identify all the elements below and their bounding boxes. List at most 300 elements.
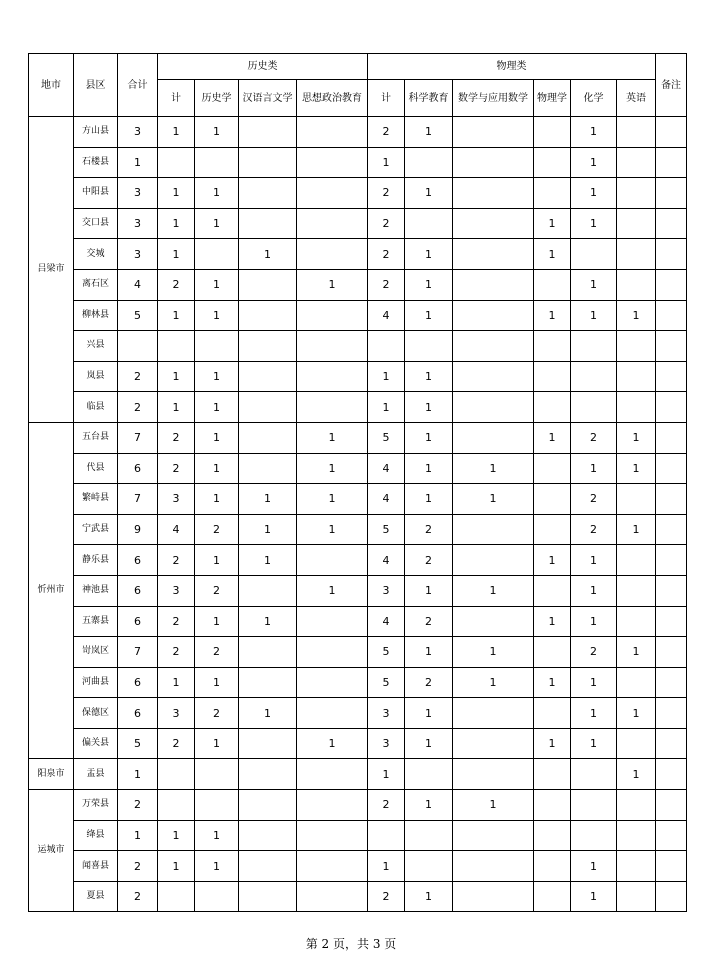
count-cell: 1 <box>158 667 195 698</box>
count-cell: 3 <box>368 575 405 606</box>
city-cell: 运城市 <box>29 790 74 912</box>
count-cell: 1 <box>158 361 195 392</box>
count-cell <box>297 606 368 637</box>
count-cell <box>118 331 158 362</box>
count-cell <box>239 117 297 148</box>
count-cell: 4 <box>368 606 405 637</box>
remarks-cell <box>656 514 687 545</box>
count-cell <box>453 300 534 331</box>
table-row <box>29 269 687 300</box>
count-cell: 1 <box>405 422 453 453</box>
count-cell: 1 <box>195 851 239 882</box>
count-cell <box>453 331 534 362</box>
count-cell <box>297 667 368 698</box>
count-cell <box>453 820 534 851</box>
remarks-cell <box>656 637 687 668</box>
count-cell <box>453 392 534 423</box>
count-cell <box>453 759 534 790</box>
count-cell <box>158 331 195 362</box>
table-row <box>29 790 687 821</box>
count-cell <box>617 361 656 392</box>
count-cell <box>405 820 453 851</box>
table-row <box>29 239 687 270</box>
city-cell: 阳泉市 <box>29 759 74 790</box>
county-cell: 神池县 <box>74 575 118 606</box>
remarks-cell <box>656 728 687 759</box>
county-cell: 临县 <box>74 392 118 423</box>
count-cell: 1 <box>297 514 368 545</box>
count-cell: 2 <box>405 606 453 637</box>
count-cell: 1 <box>297 484 368 515</box>
count-cell: 1 <box>534 667 571 698</box>
county-cell: 中阳县 <box>74 178 118 209</box>
count-cell: 1 <box>571 117 617 148</box>
county-cell: 盂县 <box>74 759 118 790</box>
table-row <box>29 208 687 239</box>
county-cell: 万荣县 <box>74 790 118 821</box>
table-row <box>29 545 687 576</box>
count-cell <box>534 759 571 790</box>
count-cell: 1 <box>405 300 453 331</box>
count-cell <box>534 851 571 882</box>
table-row <box>29 453 687 484</box>
count-cell <box>617 117 656 148</box>
count-cell <box>617 484 656 515</box>
county-cell: 夏县 <box>74 881 118 912</box>
table-row <box>29 759 687 790</box>
count-cell <box>195 881 239 912</box>
count-cell: 1 <box>368 361 405 392</box>
remarks-cell <box>656 484 687 515</box>
count-cell: 1 <box>195 361 239 392</box>
count-cell: 1 <box>368 759 405 790</box>
remarks-cell <box>656 851 687 882</box>
header-remarks: 备注 <box>656 54 687 117</box>
header-physics-subtotal: 计 <box>368 80 405 117</box>
count-cell: 1 <box>118 820 158 851</box>
table-row <box>29 667 687 698</box>
count-cell <box>617 208 656 239</box>
count-cell <box>297 361 368 392</box>
count-cell: 2 <box>368 178 405 209</box>
count-cell <box>239 637 297 668</box>
remarks-cell <box>656 239 687 270</box>
remarks-cell <box>656 361 687 392</box>
header-city: 地市 <box>29 54 74 117</box>
count-cell: 1 <box>195 545 239 576</box>
remarks-cell <box>656 820 687 851</box>
count-cell: 1 <box>405 361 453 392</box>
count-cell <box>297 759 368 790</box>
count-cell <box>297 208 368 239</box>
count-cell: 1 <box>617 698 656 729</box>
count-cell <box>453 514 534 545</box>
count-cell: 9 <box>118 514 158 545</box>
count-cell: 3 <box>118 178 158 209</box>
count-cell: 1 <box>158 117 195 148</box>
count-cell: 1 <box>158 178 195 209</box>
count-cell: 1 <box>571 147 617 178</box>
count-cell: 1 <box>571 453 617 484</box>
header-history-major: 历史学 <box>195 80 239 117</box>
county-cell: 代县 <box>74 453 118 484</box>
count-cell <box>571 392 617 423</box>
remarks-cell <box>656 117 687 148</box>
count-cell <box>571 331 617 362</box>
count-cell: 2 <box>158 545 195 576</box>
count-cell: 1 <box>617 759 656 790</box>
header-county: 县区 <box>74 54 118 117</box>
count-cell <box>297 392 368 423</box>
count-cell: 1 <box>534 728 571 759</box>
count-cell: 1 <box>368 851 405 882</box>
count-cell <box>534 514 571 545</box>
count-cell: 1 <box>195 178 239 209</box>
county-cell: 宁武县 <box>74 514 118 545</box>
count-cell: 3 <box>158 484 195 515</box>
count-cell: 1 <box>195 392 239 423</box>
table-row <box>29 422 687 453</box>
count-cell <box>534 392 571 423</box>
count-cell <box>297 851 368 882</box>
count-cell <box>158 759 195 790</box>
count-cell <box>453 361 534 392</box>
remarks-cell <box>656 392 687 423</box>
count-cell <box>534 331 571 362</box>
count-cell <box>195 239 239 270</box>
count-cell <box>405 759 453 790</box>
count-cell <box>534 790 571 821</box>
count-cell: 1 <box>405 790 453 821</box>
table-row <box>29 637 687 668</box>
count-cell <box>239 881 297 912</box>
count-cell <box>195 331 239 362</box>
count-cell: 2 <box>368 269 405 300</box>
count-cell <box>239 178 297 209</box>
count-cell: 1 <box>534 422 571 453</box>
count-cell: 2 <box>158 637 195 668</box>
count-cell <box>617 178 656 209</box>
count-cell <box>571 759 617 790</box>
county-cell: 离石区 <box>74 269 118 300</box>
count-cell <box>453 851 534 882</box>
count-cell: 1 <box>617 514 656 545</box>
count-cell: 2 <box>405 545 453 576</box>
count-cell <box>534 698 571 729</box>
count-cell: 2 <box>368 117 405 148</box>
table-row <box>29 331 687 362</box>
count-cell: 2 <box>571 514 617 545</box>
count-cell: 2 <box>118 790 158 821</box>
count-cell: 1 <box>405 269 453 300</box>
count-cell <box>617 147 656 178</box>
remarks-cell <box>656 208 687 239</box>
count-cell: 3 <box>158 575 195 606</box>
county-cell: 五寨县 <box>74 606 118 637</box>
count-cell <box>453 881 534 912</box>
count-cell: 1 <box>571 178 617 209</box>
count-cell <box>453 239 534 270</box>
count-cell: 6 <box>118 453 158 484</box>
count-cell <box>195 790 239 821</box>
count-cell: 1 <box>297 269 368 300</box>
count-cell: 2 <box>405 514 453 545</box>
count-cell: 1 <box>571 728 617 759</box>
count-cell <box>405 147 453 178</box>
county-cell: 柳林县 <box>74 300 118 331</box>
count-cell: 1 <box>195 208 239 239</box>
count-cell: 1 <box>571 269 617 300</box>
count-cell: 5 <box>118 728 158 759</box>
count-cell: 2 <box>368 881 405 912</box>
count-cell: 2 <box>405 667 453 698</box>
count-cell: 1 <box>405 637 453 668</box>
count-cell <box>534 117 571 148</box>
count-cell <box>239 851 297 882</box>
count-cell <box>239 269 297 300</box>
count-cell: 2 <box>158 453 195 484</box>
count-cell: 5 <box>368 637 405 668</box>
count-cell <box>617 881 656 912</box>
count-cell: 1 <box>453 453 534 484</box>
count-cell: 1 <box>158 208 195 239</box>
count-cell <box>297 300 368 331</box>
count-cell: 1 <box>195 820 239 851</box>
count-cell: 5 <box>118 300 158 331</box>
count-cell: 4 <box>118 269 158 300</box>
count-cell: 1 <box>571 606 617 637</box>
count-cell <box>534 178 571 209</box>
count-cell: 1 <box>195 269 239 300</box>
count-cell <box>534 361 571 392</box>
count-cell <box>534 881 571 912</box>
count-cell <box>617 606 656 637</box>
county-cell: 岢岚区 <box>74 637 118 668</box>
count-cell: 2 <box>118 392 158 423</box>
count-cell <box>158 147 195 178</box>
remarks-cell <box>656 790 687 821</box>
table-row <box>29 514 687 545</box>
count-cell <box>617 269 656 300</box>
count-cell: 1 <box>405 453 453 484</box>
count-cell: 1 <box>453 667 534 698</box>
count-cell: 1 <box>405 728 453 759</box>
count-cell: 1 <box>534 300 571 331</box>
remarks-cell <box>656 698 687 729</box>
count-cell <box>534 820 571 851</box>
county-cell: 方山县 <box>74 117 118 148</box>
count-cell: 2 <box>195 514 239 545</box>
count-cell <box>617 790 656 821</box>
count-cell <box>571 239 617 270</box>
count-cell: 7 <box>118 484 158 515</box>
count-cell <box>453 545 534 576</box>
count-cell: 1 <box>453 637 534 668</box>
count-cell <box>239 331 297 362</box>
count-cell: 1 <box>297 453 368 484</box>
remarks-cell <box>656 147 687 178</box>
count-cell <box>239 208 297 239</box>
count-cell <box>368 331 405 362</box>
count-cell: 6 <box>118 698 158 729</box>
count-cell <box>297 331 368 362</box>
table-row <box>29 728 687 759</box>
count-cell: 1 <box>617 422 656 453</box>
page-footer: 第 2 页，共 3 页 <box>305 937 397 951</box>
count-cell: 3 <box>158 698 195 729</box>
count-cell <box>453 728 534 759</box>
table-row <box>29 698 687 729</box>
count-cell: 1 <box>239 606 297 637</box>
count-cell: 1 <box>571 300 617 331</box>
count-cell: 1 <box>405 698 453 729</box>
count-cell: 2 <box>195 698 239 729</box>
header-chinese-major: 汉语言文学 <box>239 80 297 117</box>
count-cell <box>297 147 368 178</box>
count-cell: 6 <box>118 545 158 576</box>
remarks-cell <box>656 575 687 606</box>
count-cell <box>617 392 656 423</box>
count-cell: 3 <box>368 728 405 759</box>
count-cell: 1 <box>453 790 534 821</box>
count-cell <box>297 881 368 912</box>
staffing-table <box>28 53 687 912</box>
count-cell: 1 <box>617 453 656 484</box>
header-physics-group: 物理类 <box>368 54 656 80</box>
count-cell <box>617 331 656 362</box>
header-science-major: 科学教育 <box>405 80 453 117</box>
count-cell: 1 <box>368 147 405 178</box>
count-cell: 1 <box>297 728 368 759</box>
count-cell <box>239 790 297 821</box>
count-cell <box>571 820 617 851</box>
county-cell: 五台县 <box>74 422 118 453</box>
count-cell <box>534 484 571 515</box>
count-cell: 7 <box>118 637 158 668</box>
remarks-cell <box>656 178 687 209</box>
count-cell: 4 <box>368 545 405 576</box>
table-row <box>29 820 687 851</box>
count-cell <box>534 637 571 668</box>
count-cell <box>297 117 368 148</box>
remarks-cell <box>656 606 687 637</box>
count-cell <box>453 606 534 637</box>
count-cell: 7 <box>118 422 158 453</box>
count-cell: 2 <box>368 208 405 239</box>
count-cell: 6 <box>118 667 158 698</box>
count-cell: 1 <box>118 147 158 178</box>
count-cell: 1 <box>195 667 239 698</box>
header-physics-major: 物理学 <box>534 80 571 117</box>
count-cell: 1 <box>195 453 239 484</box>
count-cell <box>297 790 368 821</box>
count-cell <box>534 147 571 178</box>
count-cell: 2 <box>158 728 195 759</box>
count-cell: 1 <box>617 300 656 331</box>
count-cell: 6 <box>118 575 158 606</box>
count-cell: 1 <box>195 484 239 515</box>
header-history-group: 历史类 <box>158 54 368 80</box>
count-cell <box>617 667 656 698</box>
count-cell <box>239 759 297 790</box>
city-cell: 吕梁市 <box>29 117 74 423</box>
county-cell: 绛县 <box>74 820 118 851</box>
county-cell: 繁峙县 <box>74 484 118 515</box>
count-cell <box>453 698 534 729</box>
count-cell: 1 <box>453 484 534 515</box>
count-cell: 1 <box>158 300 195 331</box>
count-cell <box>195 759 239 790</box>
count-cell: 2 <box>118 881 158 912</box>
remarks-cell <box>656 667 687 698</box>
count-cell: 1 <box>118 759 158 790</box>
count-cell <box>534 575 571 606</box>
county-cell: 石楼县 <box>74 147 118 178</box>
count-cell <box>571 361 617 392</box>
count-cell <box>368 820 405 851</box>
count-cell: 1 <box>368 392 405 423</box>
count-cell: 1 <box>297 422 368 453</box>
header-total: 合计 <box>118 54 158 117</box>
count-cell: 6 <box>118 606 158 637</box>
count-cell <box>297 545 368 576</box>
count-cell <box>297 637 368 668</box>
count-cell: 1 <box>405 484 453 515</box>
count-cell <box>239 392 297 423</box>
count-cell <box>405 331 453 362</box>
count-cell: 1 <box>239 698 297 729</box>
count-cell: 1 <box>405 881 453 912</box>
count-cell <box>297 698 368 729</box>
count-cell: 1 <box>571 698 617 729</box>
count-cell <box>239 667 297 698</box>
count-cell: 3 <box>118 117 158 148</box>
count-cell: 1 <box>534 606 571 637</box>
count-cell: 2 <box>195 575 239 606</box>
count-cell: 3 <box>368 698 405 729</box>
count-cell <box>239 422 297 453</box>
count-cell: 1 <box>158 820 195 851</box>
remarks-cell <box>656 331 687 362</box>
count-cell <box>239 361 297 392</box>
count-cell <box>617 820 656 851</box>
count-cell: 4 <box>368 484 405 515</box>
count-cell: 1 <box>534 239 571 270</box>
count-cell <box>617 545 656 576</box>
count-cell: 1 <box>405 575 453 606</box>
count-cell: 1 <box>453 575 534 606</box>
count-cell <box>158 881 195 912</box>
remarks-cell <box>656 422 687 453</box>
count-cell <box>453 269 534 300</box>
count-cell <box>453 208 534 239</box>
table-row <box>29 606 687 637</box>
table-row <box>29 361 687 392</box>
county-cell: 闻喜县 <box>74 851 118 882</box>
count-cell: 4 <box>158 514 195 545</box>
count-cell: 1 <box>571 881 617 912</box>
table-row <box>29 147 687 178</box>
count-cell: 2 <box>571 484 617 515</box>
count-cell: 1 <box>534 208 571 239</box>
count-cell: 1 <box>534 545 571 576</box>
table-row <box>29 575 687 606</box>
count-cell: 2 <box>158 606 195 637</box>
remarks-cell <box>656 545 687 576</box>
remarks-cell <box>656 759 687 790</box>
count-cell <box>195 147 239 178</box>
table-row <box>29 178 687 209</box>
